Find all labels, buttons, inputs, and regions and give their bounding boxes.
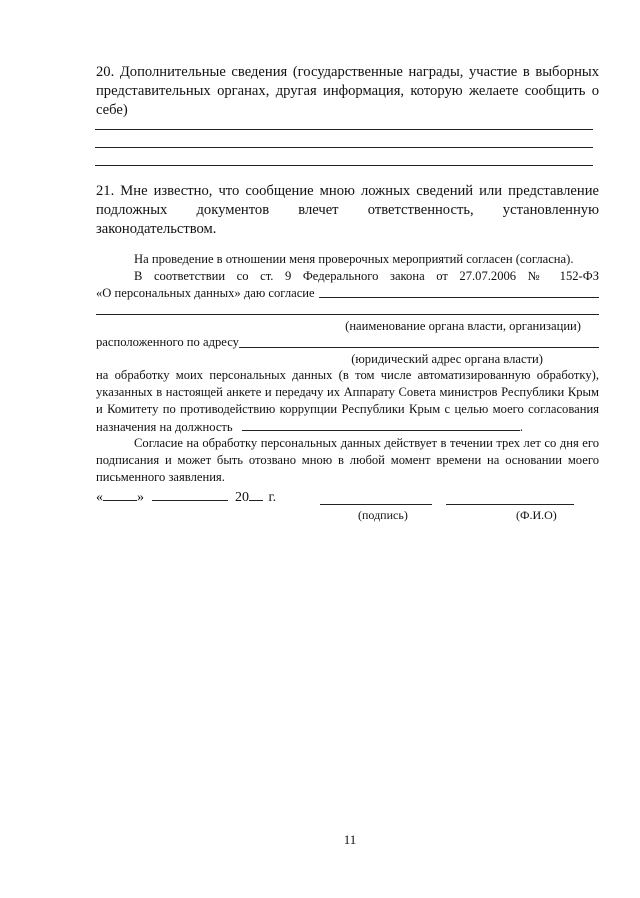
validity-text: Согласие на обработку персональных данных действует в течении трех лет со дня его подписания и может быть отозвано мною в любой момент времени на основании моего письменного заявления. [96, 436, 599, 484]
year-suffix: г. [268, 490, 277, 505]
pd-consent-row [96, 285, 599, 302]
section-20-additional-info [96, 63, 599, 120]
checks-consent-line: На проведение в отношении меня проверочных мероприятий согласен (согласна). [134, 252, 574, 266]
org-caption: (наименование органа власти, организации) [345, 319, 581, 334]
signature-caption: (подпись) [358, 508, 408, 522]
quote-open: « [96, 490, 103, 505]
signature-field[interactable] [320, 504, 432, 505]
law-reference-line: В соответствии со ст. 9 Федерального закона от 27.07.2006 № 152-ФЗ [134, 268, 599, 283]
org-name-row-2 [96, 301, 599, 318]
section-21-text: 21. Мне известно, что сообщение мною ложных сведений или представление подложных документов влечет ответственность, установленную законодательством. [96, 183, 599, 237]
org-name-field-2[interactable] [96, 302, 599, 315]
address-row [96, 334, 599, 351]
processing-consent-paragraph: на обработку моих персональных данных (в том числе автоматизированную обработку), указанных в настоящей анкете и передачу их Аппарату Совета министров Республики Крым и Комитету по противодействию коррупции Республики Крым с целью моего согласования назначения на должность . [96, 368, 599, 434]
address-caption: (юридический адрес органа власти) [351, 352, 543, 367]
position-field[interactable] [242, 418, 520, 431]
answer-line-1[interactable] [95, 129, 593, 130]
year-prefix: 20 [235, 490, 249, 505]
signature-block [96, 488, 599, 528]
pd-consent-label: «О персональных данных» даю согласие [96, 285, 315, 300]
validity-paragraph [96, 435, 599, 485]
org-name-field[interactable] [319, 285, 599, 298]
answer-line-2[interactable] [95, 147, 593, 148]
section-21-liability [96, 182, 599, 239]
processing-text: на обработку моих персональных данных (в том числе автоматизированную обработку), указанных в настоящей анкете и передачу их Аппарату Совета министров Республики Крым и Комитету по противодействию коррупции Республики Крым с целью моего согласования назначения на должность [96, 368, 599, 434]
day-field[interactable] [103, 488, 137, 501]
year-field[interactable] [249, 488, 263, 501]
consent-block [96, 251, 599, 486]
address-field[interactable] [239, 335, 599, 348]
name-caption: (Ф.И.О) [516, 508, 557, 522]
date-field-group [96, 488, 276, 506]
section-20-text: 20. Дополнительные сведения (государственные награды, участие в выборных представительных органах, другая информация, которую желаете сообщить о себе) [96, 64, 599, 118]
quote-close: » [137, 490, 144, 505]
full-name-field[interactable] [446, 504, 574, 505]
page-number: 11 [343, 832, 357, 847]
address-label: расположенного по адресу [96, 335, 239, 350]
answer-line-3[interactable] [95, 165, 593, 166]
month-field[interactable] [152, 488, 228, 501]
